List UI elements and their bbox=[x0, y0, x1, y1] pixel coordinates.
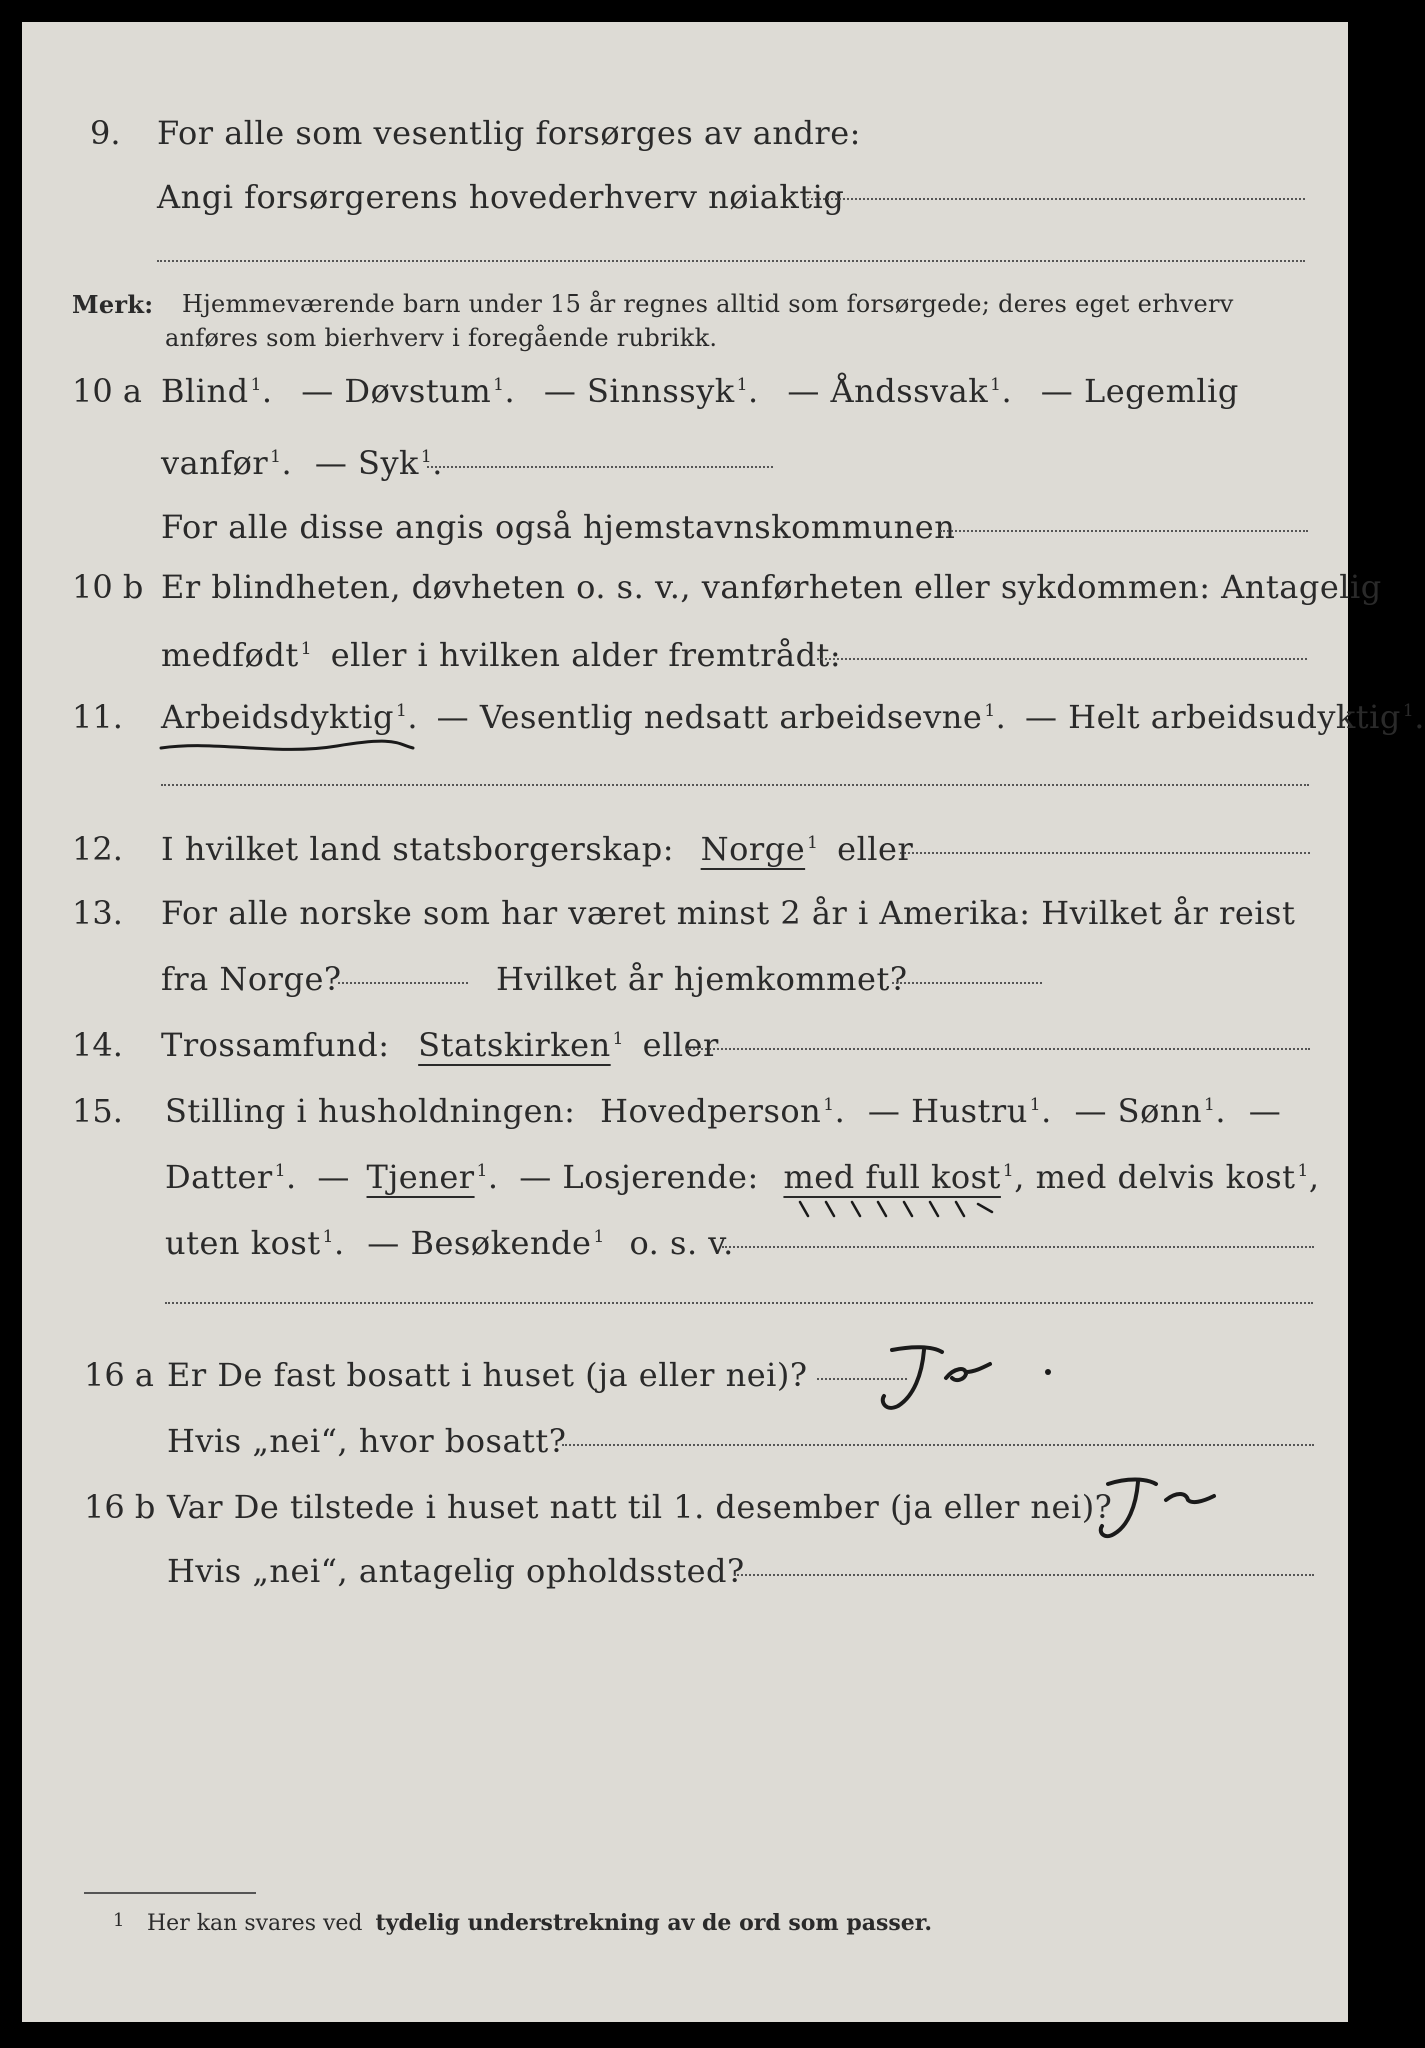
option-full-kost[interactable]: med full kost bbox=[783, 1158, 1001, 1196]
q12-line: I hvilket land statsborgerskap: Norge $^1$ eller bbox=[161, 830, 914, 868]
q14-line: Trossamfund: Statskirken $^1$ eller bbox=[161, 1026, 719, 1064]
q13-hjem-line[interactable] bbox=[892, 982, 1042, 984]
q15-number: 15. bbox=[72, 1092, 123, 1130]
q11-extra-line[interactable] bbox=[161, 784, 1309, 786]
q10b-line1: Er blindheten, døvheten o. s. v., vanførheten eller sykdommen: Antagelig bbox=[161, 568, 1382, 606]
footnote-bold: tydelig understrekning av de ord som passer. bbox=[375, 1910, 933, 1936]
option-hustru[interactable]: — Hustru bbox=[867, 1092, 1028, 1130]
option-uten-kost[interactable]: uten kost bbox=[165, 1224, 321, 1262]
q16b-opholdssted-line[interactable] bbox=[734, 1574, 1314, 1576]
option-datter[interactable]: Datter bbox=[165, 1158, 273, 1196]
q13-line2b: Hvilket år hjemkommet? bbox=[496, 960, 908, 998]
q16b-number: 16 b bbox=[84, 1488, 156, 1526]
handwritten-answer-ja-16a bbox=[862, 1338, 1062, 1418]
q16a-line1: Er De fast bosatt i huset (ja eller nei)? bbox=[167, 1356, 808, 1394]
handwritten-ticks-full-kost bbox=[792, 1194, 1002, 1220]
q13-reist-line[interactable] bbox=[338, 982, 468, 984]
q10b-answer-line[interactable] bbox=[817, 658, 1307, 660]
footnote bbox=[113, 1910, 933, 1936]
option-sonn[interactable]: — Sønn bbox=[1074, 1092, 1203, 1130]
footnote-mark: 1 bbox=[113, 1910, 125, 1931]
q9-number: 9. bbox=[90, 114, 121, 152]
q13-line2a: fra Norge? bbox=[161, 960, 342, 998]
footnote-plain: Her kan svares ved bbox=[147, 1911, 363, 1936]
option-andssvak[interactable]: — Åndssvak bbox=[787, 372, 989, 410]
merk-line2: anføres som bierhverv i foregående rubrikk. bbox=[165, 324, 718, 352]
q10b-number: 10 b bbox=[72, 568, 144, 606]
q16a-line2: Hvis „nei“, hvor bosatt? bbox=[167, 1422, 567, 1460]
q11-line: Arbeidsdyktig $^1$. — Vesentlig nedsatt arbeidsevne $^1$. — Helt arbeidsudyktig $^1$. bbox=[161, 698, 1425, 736]
option-legemlig[interactable]: — Legemlig bbox=[1040, 372, 1239, 410]
q12-answer-line[interactable] bbox=[900, 852, 1310, 854]
q10a-kommune-line[interactable] bbox=[940, 530, 1308, 532]
q16a-number: 16 a bbox=[84, 1356, 154, 1394]
q9-answer-line[interactable] bbox=[807, 198, 1305, 200]
option-blind[interactable]: Blind bbox=[161, 372, 249, 410]
option-syk[interactable]: — Syk bbox=[314, 444, 419, 482]
option-norge[interactable]: Norge bbox=[700, 830, 806, 868]
q15-extra-line[interactable] bbox=[165, 1302, 1313, 1304]
option-sinnssyk[interactable]: — Sinnssyk bbox=[543, 372, 735, 410]
q10a-number: 10 a bbox=[72, 372, 142, 410]
option-dovstum[interactable]: — Døvstum bbox=[301, 372, 492, 410]
q15-line1: Stilling i husholdningen: Hovedperson $^1$. — Hustru $^1$. — Sønn $^1$. — bbox=[165, 1092, 1282, 1130]
option-arbeidsdyktig[interactable]: Arbeidsdyktig bbox=[161, 698, 394, 736]
q11-number: 11. bbox=[72, 698, 123, 736]
option-medfodt[interactable]: medfødt bbox=[161, 636, 299, 674]
handwritten-answer-ja-16b bbox=[1092, 1470, 1272, 1550]
option-nedsatt[interactable]: — Vesentlig nedsatt arbeidsevne bbox=[436, 698, 983, 736]
option-udyktig[interactable]: — Helt arbeidsudyktig bbox=[1025, 698, 1401, 736]
q10a-syk-line[interactable] bbox=[427, 466, 773, 468]
option-statskirken[interactable]: Statskirken bbox=[418, 1026, 611, 1064]
merk-line1: Hjemmeværende barn under 15 år regnes alltid som forsørgede; deres eget erhverv bbox=[182, 290, 1234, 318]
q10a-line1: Blind $^1$. — Døvstum $^1$. — Sinnssyk $^1$. — Åndssvak $^1$. — Legemlig bbox=[161, 372, 1239, 410]
q10a-line2: vanfør $^1$. — Syk $^1$. bbox=[161, 444, 443, 482]
q15-line2: Datter $^1$. — Tjener $^1$. — Losjerende: med full kost $^1$, med delvis kost $^1$, bbox=[165, 1158, 1320, 1196]
census-form-page bbox=[22, 22, 1425, 2022]
q10a-line3: For alle disse angis også hjemstavnskommunen bbox=[161, 508, 956, 546]
q16b-line2: Hvis „nei“, antagelig opholdssted? bbox=[167, 1552, 745, 1590]
q15-line3: uten kost $^1$. — Besøkende $^1$ o. s. v. bbox=[165, 1224, 734, 1262]
q16a-bosatt-line[interactable] bbox=[562, 1444, 1314, 1446]
q9-line2: Angi forsørgerens hovederhverv nøiaktig bbox=[157, 178, 845, 216]
option-tjener[interactable]: Tjener bbox=[366, 1158, 475, 1196]
option-delvis-kost[interactable]: , med delvis kost bbox=[1014, 1158, 1296, 1196]
q14-answer-line[interactable] bbox=[686, 1048, 1310, 1050]
q12-number: 12. bbox=[72, 830, 123, 868]
q15-answer-line[interactable] bbox=[722, 1246, 1314, 1248]
q13-line1: For alle norske som har været minst 2 år i Amerika: Hvilket år reist bbox=[161, 894, 1296, 932]
footnote-rule bbox=[84, 1892, 256, 1894]
q9-line1: For alle som vesentlig forsørges av andre: bbox=[157, 114, 861, 152]
q14-number: 14. bbox=[72, 1026, 123, 1064]
q16b-line1: Var De tilstede i huset natt til 1. desember (ja eller nei)? bbox=[167, 1488, 1113, 1526]
option-hovedperson[interactable]: Hovedperson bbox=[600, 1092, 822, 1130]
handwritten-underline-arbeidsdyktig bbox=[157, 734, 417, 760]
merk-label: Merk: bbox=[72, 290, 154, 319]
q13-number: 13. bbox=[72, 894, 123, 932]
q10b-line2: medfødt $^1$ eller i hvilken alder fremtrådt: bbox=[161, 636, 842, 674]
q9-extra-line[interactable] bbox=[157, 260, 1305, 262]
option-vanfor[interactable]: vanfør bbox=[161, 444, 269, 482]
option-besokende[interactable]: — Besøkende bbox=[367, 1224, 592, 1262]
